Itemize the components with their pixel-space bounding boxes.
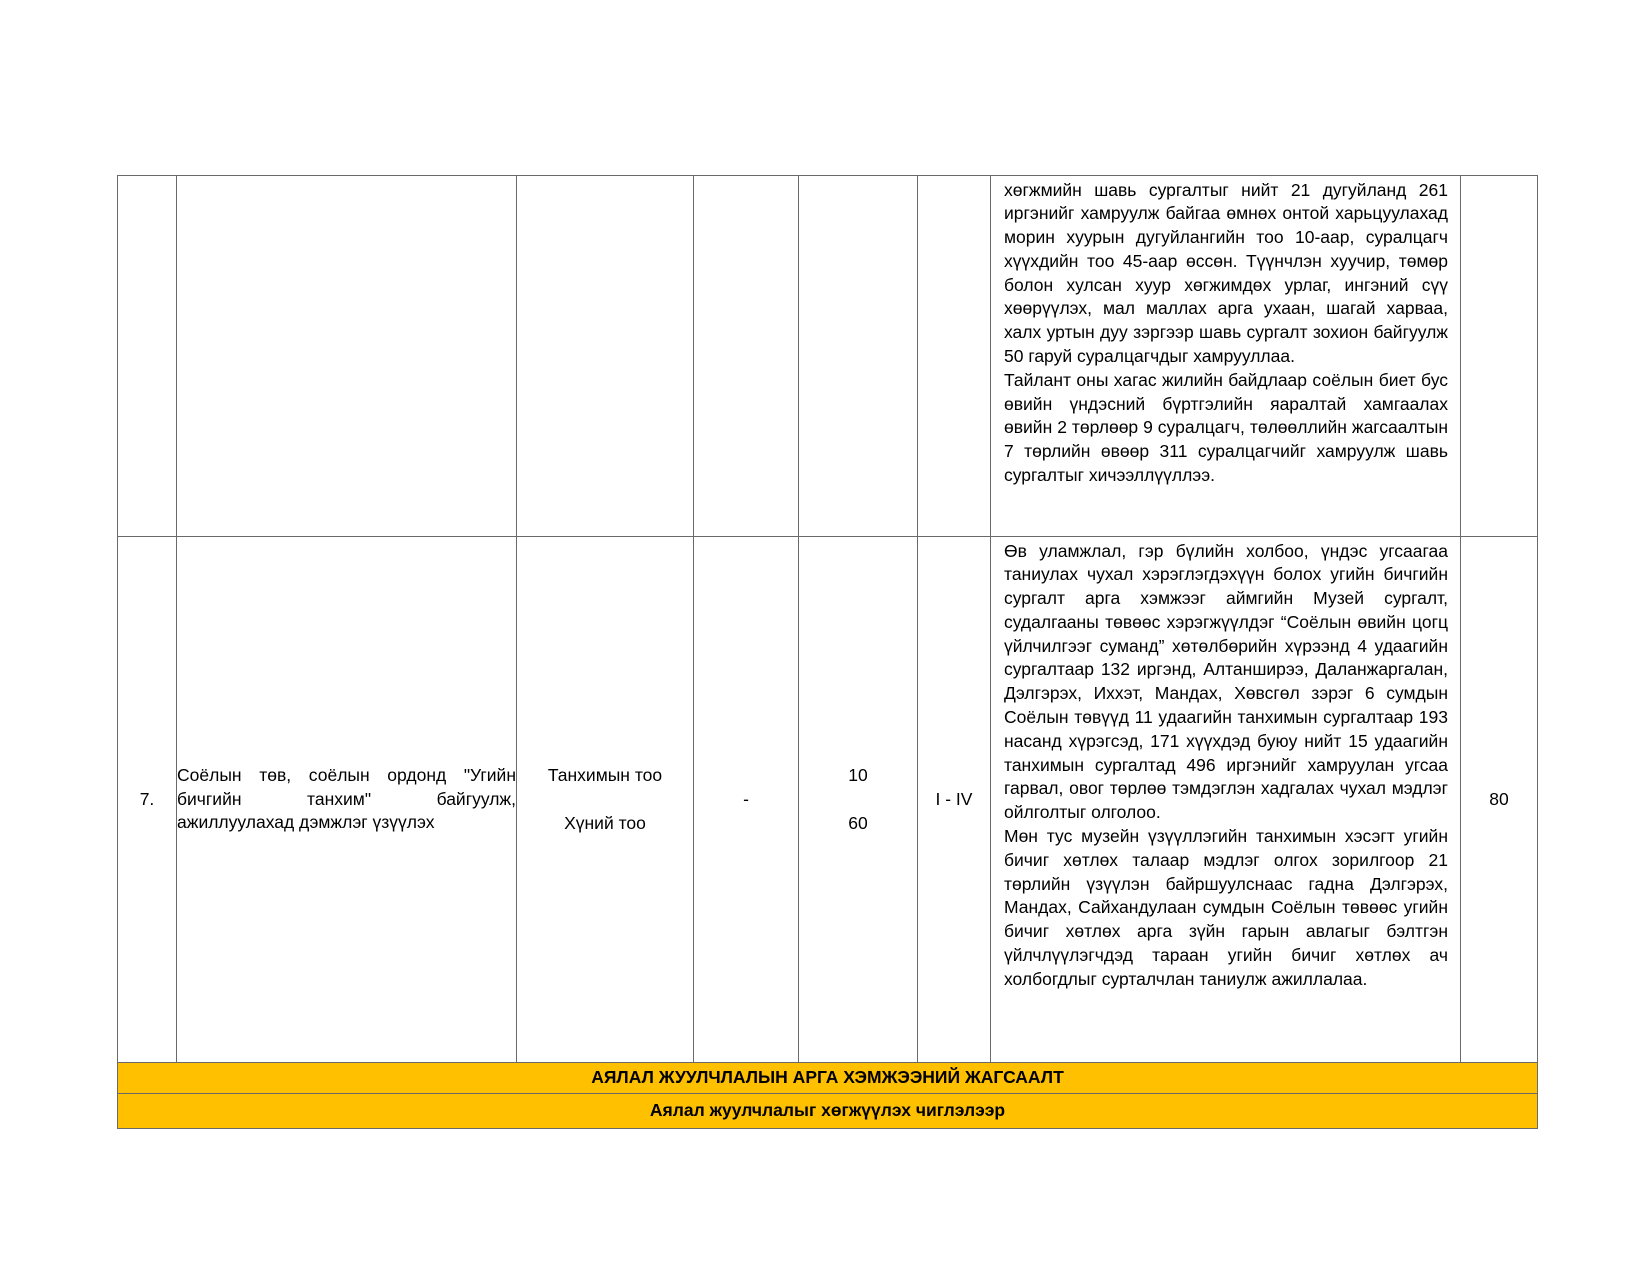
indicator-name-cell [517, 537, 694, 1063]
activity-description-cell [177, 176, 517, 537]
row-number-cell: 7. [118, 537, 177, 1063]
narrative-paragraph: Өв уламжлал, гэр бүлийн холбоо, үндэс угсаагаа таниулах чухал хэрэглэгдэхүүн болох угийн бичгийн сургалт арга хэмжээг аймгийн Музей сургалт, судалгааны төвөөс хэрэгжүүлдэг “Соёлын өвийн цогц үйлчилгээг суманд” хөтөлбөрийн хүрээнд 4 удаагийн сургалтаар 132 иргэнд, Алтанширээ, Даланжаргалан, Дэлгэрэх, Иххэт, Мандах, Хөвсгөл зэрэг 6 сумдын Соёлын төвүүд 11 удаагийн танхимын сургалтаар 193 насанд хүрэгсэд, 171 хүүхдэд буюу нийт 15 удаагийн танхимын сургалтад 496 иргэнийг хамруулан угсаа гарвал, овог төрлөө тэмдэглэн хадгалах чухал мэдлэг ойлголтыг олголоо. [1004, 540, 1448, 823]
baseline-cell: - [694, 537, 799, 1063]
narrative-text [991, 538, 1460, 1062]
table-row-7 [118, 537, 1538, 1063]
section-header-sub: Аялал жуулчлалыг хөгжүүлэх чиглэлээр [118, 1094, 1538, 1129]
narrative-paragraph: хөгжмийн шавь сургалтыг нийт 21 дугуйланд 261 иргэнийг хамруулж байгаа өмнөх онтой харьцуулахад морин хуурын дугуйлангийн тоо 10-аар, суралцагч хүүхдийн тоо 45-аар өссөн. Түүнчлэн хуучир, төмөр болон хулсан хуур хөгжимдөх урлаг, ингэний сүү хөөрүүлэх, мал маллах арга ухаан, шагай харваа, халх уртын дуу зэргээр шавь сургалт зохион байгуулж 50 гаруй суралцагчдыг хамрууллаа. [1004, 179, 1448, 367]
quarter-cell: I - IV [918, 537, 991, 1063]
row-number-cell [118, 176, 177, 537]
narrative-paragraph: Тайлант оны хагас жилийн байдлаар соёлын биет бус өвийн үндэсний бүртгэлийн яаралтай хамгаалах өвийн 2 төрлөөр 9 суралцагч, төлөөллийн жагсаалтын 7 төрлийн өвөөр 311 суралцагчийг хамруулж шавь сургалтыг хичээллүүллээ. [1004, 369, 1448, 486]
score-cell: 80 [1461, 537, 1538, 1063]
table-row-continuation [118, 176, 1538, 537]
indicator-name-cell [517, 176, 694, 537]
narrative-paragraph: Мөн тус музейн үзүүллэгийн танхимын хэсэгт угийн бичиг хөтлөх талаар мэдлэг олгох зорилгоор 21 төрлийн үзүүлэн байршуулснаас гадна Дэлгэрэх, Мандах, Сайхандулаан сумдын Соёлын төвөөс угийн бичиг хөтлөх арга зүйн гарын авлагыг бэлтгэн үйлчлүүлэгчдэд тараан угийн бичиг хөтлөх ач холбогдлыг сурталчлан таниулж ажиллалаа. [1004, 826, 1448, 989]
indicator-line: Хүний тоо [564, 812, 646, 833]
target-cell [799, 537, 918, 1063]
indicator-line: Танхимын тоо [547, 764, 663, 785]
report-table [117, 175, 1538, 1129]
section-header-row [118, 1063, 1538, 1094]
narrative-cell [991, 176, 1461, 537]
section-subheader-row [118, 1094, 1538, 1129]
section-header-main: АЯЛАЛ ЖУУЛЧЛАЛЫН АРГА ХЭМЖЭЭНИЙ ЖАГСААЛТ [118, 1063, 1538, 1094]
quarter-cell [918, 176, 991, 537]
target-cell [799, 176, 918, 537]
activity-description-cell: Соёлын төв, соёлын ордонд "Угийн бичгийн танхим" байгуулж, ажиллуулахад дэмжлэг үзүүлэх [177, 537, 517, 1063]
target-value: 60 [848, 812, 868, 833]
target-value: 10 [848, 764, 868, 785]
score-cell [1461, 176, 1538, 537]
baseline-cell [694, 176, 799, 537]
narrative-cell [991, 537, 1461, 1063]
narrative-text [991, 177, 1460, 536]
